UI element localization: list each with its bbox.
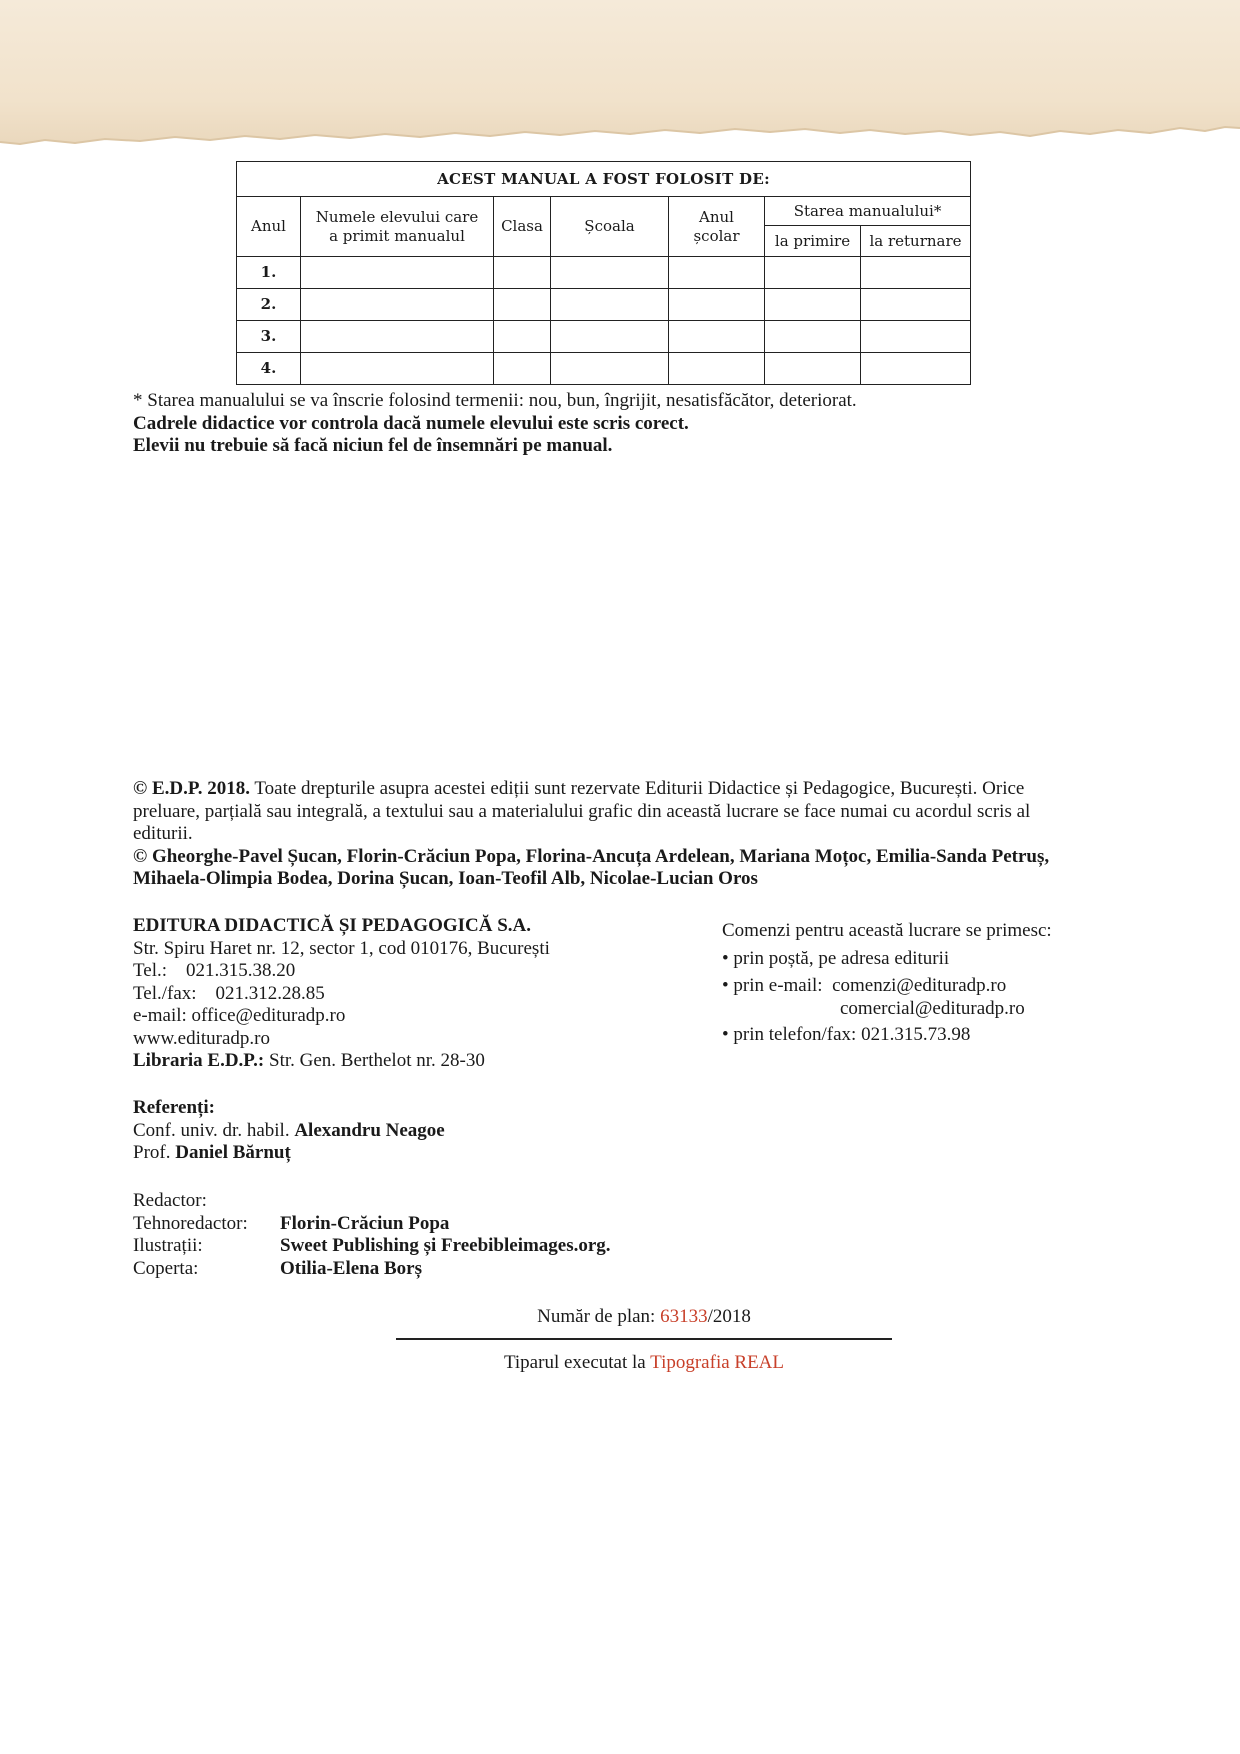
authors-copyright: © Gheorghe-Pavel Șucan, Florin-Crăciun Popa, Florina-Ancuța Ardelean, Mariana Moțoc, Emilia-Sanda Petruș, Mihaela-Olimpia Bodea, Dorina Șucan, Ioan-Teofil Alb, Nicolae-Lucian Oros xyxy=(133,845,1050,889)
edp-copyright xyxy=(133,778,1071,846)
paper-header-band xyxy=(0,0,1240,160)
cell-scoala xyxy=(551,289,669,321)
header-numele-line2: a primit manualul xyxy=(329,226,465,245)
printer-line xyxy=(396,1352,892,1375)
cell-numele xyxy=(301,321,494,353)
orders-intro: Comenzi pentru această lucrare se primesc: xyxy=(722,920,1052,941)
publisher-web: www.edituradp.ro xyxy=(133,1027,271,1049)
cell-la-returnare xyxy=(861,289,971,321)
publisher-tel: Tel.: 021.315.38.20 xyxy=(133,960,296,981)
cell-la-primire xyxy=(765,321,861,353)
orders-telefon: • prin telefon/fax: 021.315.73.98 xyxy=(722,1024,971,1045)
header-anul-scolar-line1: Anul xyxy=(699,207,734,226)
referent-2-prefix: Prof. xyxy=(133,1142,176,1163)
orders-posta: • prin poștă, pe adresa editurii xyxy=(722,947,950,969)
cell-clasa xyxy=(494,321,551,353)
cell-scoala xyxy=(551,257,669,289)
credits-block xyxy=(133,1190,833,1280)
row-number: 3. xyxy=(237,321,301,353)
table-row xyxy=(237,289,971,321)
ilustratii-label: Ilustrații: xyxy=(133,1235,203,1256)
referent-2-name: Daniel Bărnuț xyxy=(175,1142,291,1163)
printer-name: Tipografia REAL xyxy=(650,1352,785,1373)
plan-number-value: 63133 xyxy=(660,1306,708,1327)
tehnoredactor-name: Florin-Crăciun Popa xyxy=(280,1212,450,1234)
header-anul-scolar-line2: școlar xyxy=(693,226,740,245)
cell-numele xyxy=(301,289,494,321)
starea-note: * Starea manualului se va înscrie folosind termenii: nou, bun, îngrijit, nesatisfăcător, deteriorat. xyxy=(133,390,857,411)
table-notes xyxy=(133,390,1093,458)
header-anul: Anul xyxy=(237,197,301,257)
cell-la-returnare xyxy=(861,321,971,353)
orders-block xyxy=(722,920,1142,1047)
credit-coperta xyxy=(133,1258,833,1281)
cell-la-returnare xyxy=(861,257,971,289)
header-starea-manualului: Starea manualului* xyxy=(765,197,971,226)
cell-anul-scolar xyxy=(669,353,765,385)
cell-la-primire xyxy=(765,289,861,321)
row-number: 2. xyxy=(237,289,301,321)
credit-redactor xyxy=(133,1190,833,1213)
coperta-name: Otilia-Elena Borș xyxy=(280,1257,422,1279)
publisher-block xyxy=(133,915,713,1073)
publisher-email: e-mail: office@edituradp.ro xyxy=(133,1005,346,1026)
libraria-label: Libraria E.D.P.: xyxy=(133,1050,265,1071)
publisher-name: EDITURA DIDACTICĂ ȘI PEDAGOGICĂ S.A. xyxy=(133,915,532,936)
cell-clasa xyxy=(494,353,551,385)
elevii-note: Elevii nu trebuie să facă niciun fel de însemnări pe manual. xyxy=(133,435,613,456)
copyright-block xyxy=(133,778,1071,891)
coperta-label: Coperta: xyxy=(133,1257,199,1279)
orders-email: • prin e-mail: comenzi@edituradp.ro xyxy=(722,975,1007,996)
publisher-telfax: Tel./fax: 021.312.28.85 xyxy=(133,982,325,1004)
referent-1-name: Alexandru Neagoe xyxy=(294,1119,445,1141)
row-number: 1. xyxy=(237,257,301,289)
printer-label: Tiparul executat la xyxy=(503,1352,651,1373)
referent-1 xyxy=(133,1120,733,1143)
cell-scoala xyxy=(551,353,669,385)
cell-numele xyxy=(301,257,494,289)
cell-clasa xyxy=(494,257,551,289)
row-number: 4. xyxy=(237,353,301,385)
header-numele-line1: Numele elevului care xyxy=(315,207,479,226)
header-scoala: Școala xyxy=(551,197,669,257)
header-clasa: Clasa xyxy=(494,197,551,257)
cell-scoala xyxy=(551,321,669,353)
plan-year: /2018 xyxy=(707,1306,751,1327)
cell-la-primire xyxy=(765,257,861,289)
edp-copyright-text: Toate drepturile asupra acestei ediții sunt rezervate Editurii Didactice și Pedagogice, București. Orice preluare, parțială sau integrală, a textului sau a materialului grafic din această lucrare se face numai cu acordul scris al editurii. xyxy=(133,778,1031,844)
publisher-address: Str. Spiru Haret nr. 12, sector 1, cod 010176, București xyxy=(133,937,550,959)
header-numele-elevului xyxy=(301,197,494,257)
cell-numele xyxy=(301,353,494,385)
edp-copyright-label: © E.D.P. 2018. xyxy=(133,778,250,799)
redactor-label: Redactor: xyxy=(133,1190,207,1211)
divider-line xyxy=(396,1338,892,1340)
credit-ilustratii xyxy=(133,1235,833,1258)
libraria-address: Str. Gen. Berthelot nr. 28-30 xyxy=(264,1050,485,1071)
table-title: ACEST MANUAL A FOST FOLOSIT DE: xyxy=(237,162,971,197)
orders-email-2: comercial@edituradp.ro xyxy=(840,997,1025,1019)
cell-anul-scolar xyxy=(669,257,765,289)
table-row xyxy=(237,257,971,289)
cadrele-note: Cadrele didactice vor controla dacă numele elevului este scris corect. xyxy=(133,412,689,434)
libraria xyxy=(133,1050,713,1073)
cell-la-returnare xyxy=(861,353,971,385)
referent-2 xyxy=(133,1142,733,1165)
plan-number xyxy=(396,1306,892,1329)
header-anul-scolar xyxy=(669,197,765,257)
header-la-returnare: la returnare xyxy=(861,226,971,257)
tehnoredactor-label: Tehnoredactor: xyxy=(133,1212,248,1234)
referent-1-prefix: Conf. univ. dr. habil. xyxy=(133,1119,295,1141)
table-row xyxy=(237,321,971,353)
plan-label: Număr de plan: xyxy=(537,1306,661,1327)
ilustratii-name: Sweet Publishing și Freebibleimages.org. xyxy=(280,1235,611,1256)
manual-usage-table xyxy=(236,161,971,385)
referents-block xyxy=(133,1097,733,1165)
cell-clasa xyxy=(494,289,551,321)
cell-anul-scolar xyxy=(669,289,765,321)
cell-la-primire xyxy=(765,353,861,385)
cell-anul-scolar xyxy=(669,321,765,353)
credit-tehnoredactor xyxy=(133,1213,833,1236)
table-row xyxy=(237,353,971,385)
header-la-primire: la primire xyxy=(765,226,861,257)
referents-title: Referenți: xyxy=(133,1097,215,1118)
